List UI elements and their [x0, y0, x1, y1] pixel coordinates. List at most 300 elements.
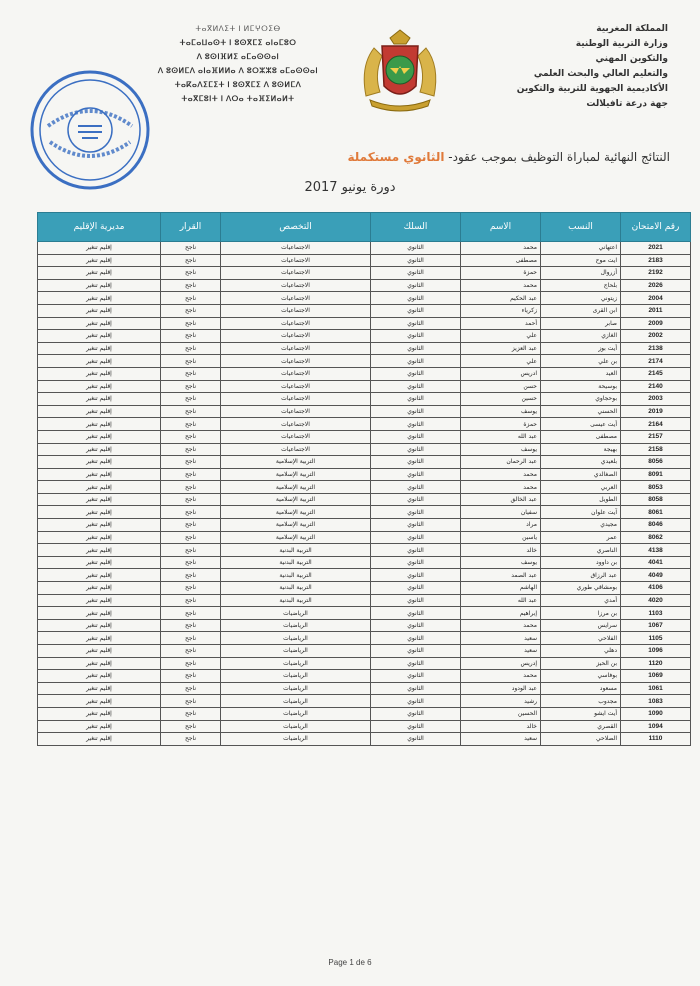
- table-cell: 2004: [621, 292, 691, 305]
- table-cell: الاجتماعيات: [221, 254, 371, 267]
- table-cell: الرياضيات: [221, 670, 371, 683]
- table-cell: الرياضيات: [221, 695, 371, 708]
- column-header: مديرية الإقليم: [38, 213, 161, 242]
- table-cell: 2138: [621, 342, 691, 355]
- table-cell: زكرياء: [461, 304, 541, 317]
- header-left-line: ⴷ ⵓⵙⵍⵎⴷ ⴰⵏⴰⴼⵍⵍⴰ ⴷ ⵓⵔⵣⵣⵓ ⴰⵎⴰⵙⵙⴰⵏ: [157, 66, 319, 75]
- table-cell: إقليم تنغير: [38, 632, 161, 645]
- table-cell: الثانوي: [371, 279, 461, 292]
- table-cell: عبد الله: [461, 430, 541, 443]
- table-cell: الثانوي: [371, 393, 461, 406]
- table-cell: الثانوي: [371, 594, 461, 607]
- table-cell: 8091: [621, 468, 691, 481]
- table-row: [38, 569, 691, 582]
- table-cell: التربية البدنية: [221, 594, 371, 607]
- table-cell: الثانوي: [371, 292, 461, 305]
- table-cell: التربية البدنية: [221, 569, 371, 582]
- table-cell: بوفاسي: [541, 670, 621, 683]
- table-row: [38, 531, 691, 544]
- table-cell: إقليم تنغير: [38, 493, 161, 506]
- table-row: [38, 317, 691, 330]
- table-cell: ياسين: [461, 531, 541, 544]
- table-cell: بن علي: [541, 355, 621, 368]
- table-cell: ابن القرى: [541, 304, 621, 317]
- table-cell: الرياضيات: [221, 657, 371, 670]
- table-cell: الثانوي: [371, 367, 461, 380]
- table-cell: الثانوي: [371, 267, 461, 280]
- table-cell: التربية الإسلامية: [221, 519, 371, 532]
- table-cell: أيت بوز: [541, 342, 621, 355]
- table-cell: 1094: [621, 720, 691, 733]
- table-cell: إقليم تنغير: [38, 468, 161, 481]
- table-cell: إقليم تنغير: [38, 569, 161, 582]
- table-cell: ناجح: [161, 619, 221, 632]
- table-cell: ناجح: [161, 443, 221, 456]
- table-cell: ناجح: [161, 304, 221, 317]
- table-row: [38, 556, 691, 569]
- table-cell: إقليم تنغير: [38, 367, 161, 380]
- table-cell: 2157: [621, 430, 691, 443]
- table-cell: 4049: [621, 569, 691, 582]
- table-cell: ادريس: [461, 367, 541, 380]
- table-cell: سفيان: [461, 506, 541, 519]
- table-cell: الثانوي: [371, 380, 461, 393]
- table-cell: الهاشم: [461, 582, 541, 595]
- header-right-line: جهة درعة تافيلالت: [586, 99, 668, 109]
- table-cell: إقليم تنغير: [38, 481, 161, 494]
- table-cell: إقليم تنغير: [38, 707, 161, 720]
- table-cell: أيت عيسى: [541, 418, 621, 431]
- header-left-line: ⵜⴰⴳⵎⵓⵏⵜ ⵏ ⴷⵔⴰ ⵜⴰⴼⵉⵍⴰⵍⵜ: [181, 94, 295, 103]
- table-cell: ناجح: [161, 645, 221, 658]
- table-cell: بن الحيز: [541, 657, 621, 670]
- table-cell: إقليم تنغير: [38, 733, 161, 746]
- table-cell: 1061: [621, 682, 691, 695]
- table-cell: بوسيحة: [541, 380, 621, 393]
- table-cell: الاجتماعيات: [221, 342, 371, 355]
- table-cell: الثانوي: [371, 405, 461, 418]
- table-cell: التربية البدنية: [221, 556, 371, 569]
- table-cell: ناجح: [161, 292, 221, 305]
- table-cell: سعيد: [461, 645, 541, 658]
- table-cell: الثانوي: [371, 607, 461, 620]
- table-cell: إدريس: [461, 657, 541, 670]
- table-cell: الثانوي: [371, 531, 461, 544]
- table-cell: 2009: [621, 317, 691, 330]
- table-cell: محمد: [461, 468, 541, 481]
- table-cell: بن مرزا: [541, 607, 621, 620]
- header-left-line: ⵜⴰⴽⴰⴷⵉⵎⵉⵜ ⵏ ⵓⵙⴳⵎⵉ ⴷ ⵓⵙⵍⵎⴷ: [174, 80, 302, 89]
- table-cell: إقليم تنغير: [38, 355, 161, 368]
- table-cell: الاجتماعيات: [221, 267, 371, 280]
- header-right-line: والتكوين المهني: [595, 54, 668, 64]
- column-header: النسب: [541, 213, 621, 242]
- table-cell: الثانوي: [371, 443, 461, 456]
- table-cell: ناجح: [161, 670, 221, 683]
- table-cell: الناصري: [541, 544, 621, 557]
- table-cell: ناجح: [161, 242, 221, 255]
- table-cell: إقليم تنغير: [38, 317, 161, 330]
- table-cell: عبد الحكيم: [461, 292, 541, 305]
- table-cell: التربية الإسلامية: [221, 481, 371, 494]
- royal-emblem-icon: [356, 26, 444, 114]
- table-cell: محمد: [461, 670, 541, 683]
- table-cell: الاجتماعيات: [221, 380, 371, 393]
- table-cell: إقليم تنغير: [38, 380, 161, 393]
- table-cell: الثانوي: [371, 242, 461, 255]
- table-cell: ناجح: [161, 707, 221, 720]
- table-cell: الرياضيات: [221, 632, 371, 645]
- table-cell: إقليم تنغير: [38, 279, 161, 292]
- table-cell: ناجح: [161, 342, 221, 355]
- table-cell: إقليم تنغير: [38, 292, 161, 305]
- table-cell: الغازي: [541, 330, 621, 343]
- table-cell: إقليم تنغير: [38, 405, 161, 418]
- table-cell: الثانوي: [371, 493, 461, 506]
- table-cell: 2183: [621, 254, 691, 267]
- header-left-line: ⵜⴰⵎⴰⵡⴰⵙⵜ ⵏ ⵓⵙⴳⵎⵉ ⴰⵏⴰⵎⵓⵔ: [179, 38, 297, 47]
- table-cell: ناجح: [161, 317, 221, 330]
- table-row: [38, 645, 691, 658]
- table-cell: ناجح: [161, 456, 221, 469]
- table-cell: إقليم تنغير: [38, 619, 161, 632]
- table-cell: التربية الإسلامية: [221, 456, 371, 469]
- table-cell: الاجتماعيات: [221, 242, 371, 255]
- table-cell: ناجح: [161, 279, 221, 292]
- table-cell: التربية الإسلامية: [221, 506, 371, 519]
- table-row: [38, 430, 691, 443]
- table-cell: إقليم تنغير: [38, 556, 161, 569]
- table-row: [38, 670, 691, 683]
- table-cell: زيتوني: [541, 292, 621, 305]
- table-cell: الثانوي: [371, 556, 461, 569]
- header-arabic-block: [468, 22, 668, 112]
- table-cell: الثانوي: [371, 569, 461, 582]
- table-cell: الاجتماعيات: [221, 418, 371, 431]
- table-row: [38, 493, 691, 506]
- table-cell: إقليم تنغير: [38, 430, 161, 443]
- table-cell: ناجح: [161, 695, 221, 708]
- table-row: [38, 657, 691, 670]
- table-cell: الثانوي: [371, 720, 461, 733]
- header-tifinagh-block: [138, 22, 338, 106]
- table-cell: 8056: [621, 456, 691, 469]
- table-cell: 4106: [621, 582, 691, 595]
- table-cell: الثانوي: [371, 544, 461, 557]
- table-cell: الثانوي: [371, 582, 461, 595]
- table-cell: 8058: [621, 493, 691, 506]
- table-cell: سرايس: [541, 619, 621, 632]
- table-cell: ناجح: [161, 569, 221, 582]
- table-cell: 2192: [621, 267, 691, 280]
- table-cell: إقليم تنغير: [38, 582, 161, 595]
- table-row: [38, 405, 691, 418]
- column-header: القرار: [161, 213, 221, 242]
- table-cell: 8053: [621, 481, 691, 494]
- table-cell: بوحجاوي: [541, 393, 621, 406]
- table-row: [38, 418, 691, 431]
- table-cell: الثانوي: [371, 304, 461, 317]
- table-cell: إقليم تنغير: [38, 506, 161, 519]
- table-cell: إقليم تنغير: [38, 645, 161, 658]
- column-header: رقم الامتحان: [621, 213, 691, 242]
- table-cell: التربية الإسلامية: [221, 531, 371, 544]
- table-cell: التربية البدنية: [221, 582, 371, 595]
- results-table: [37, 212, 691, 746]
- table-cell: الرياضيات: [221, 707, 371, 720]
- table-cell: ناجح: [161, 367, 221, 380]
- table-cell: 1120: [621, 657, 691, 670]
- table-cell: إقليم تنغير: [38, 242, 161, 255]
- table-cell: 4020: [621, 594, 691, 607]
- column-header: الاسم: [461, 213, 541, 242]
- table-cell: إقليم تنغير: [38, 456, 161, 469]
- table-cell: إقليم تنغير: [38, 695, 161, 708]
- table-row: [38, 380, 691, 393]
- table-cell: الثانوي: [371, 682, 461, 695]
- table-cell: ناجح: [161, 607, 221, 620]
- table-cell: إقليم تنغير: [38, 670, 161, 683]
- table-cell: ناجح: [161, 657, 221, 670]
- table-cell: ناجح: [161, 519, 221, 532]
- table-cell: ناجح: [161, 405, 221, 418]
- table-cell: عمر: [541, 531, 621, 544]
- table-cell: 1096: [621, 645, 691, 658]
- table-cell: ناجح: [161, 481, 221, 494]
- table-row: [38, 330, 691, 343]
- table-cell: ناجح: [161, 733, 221, 746]
- table-cell: 1090: [621, 707, 691, 720]
- table-cell: ناجح: [161, 267, 221, 280]
- table-cell: عبد العزيز: [461, 342, 541, 355]
- table-cell: محمد: [461, 279, 541, 292]
- table-cell: التربية البدنية: [221, 544, 371, 557]
- table-cell: الرياضيات: [221, 645, 371, 658]
- table-cell: بومشاقي طوري: [541, 582, 621, 595]
- table-cell: الرياضيات: [221, 720, 371, 733]
- table-row: [38, 393, 691, 406]
- table-cell: مصطفى: [541, 430, 621, 443]
- table-cell: حسين: [461, 393, 541, 406]
- table-row: [38, 594, 691, 607]
- table-cell: ناجح: [161, 393, 221, 406]
- table-cell: ناجح: [161, 556, 221, 569]
- table-cell: حمزة: [461, 267, 541, 280]
- header-left-line: ⴷ ⵓⵙⵏⴼⵍⵉ ⴰⵎⴰⵙⵙⴰⵏ: [196, 52, 280, 61]
- table-cell: 2174: [621, 355, 691, 368]
- table-cell: الثانوي: [371, 657, 461, 670]
- table-cell: 2145: [621, 367, 691, 380]
- table-cell: 1083: [621, 695, 691, 708]
- table-cell: ناجح: [161, 468, 221, 481]
- table-cell: 1110: [621, 733, 691, 746]
- table-cell: الثانوي: [371, 317, 461, 330]
- table-cell: إقليم تنغير: [38, 594, 161, 607]
- table-header-row: [38, 213, 691, 242]
- table-cell: إقليم تنغير: [38, 254, 161, 267]
- table-cell: عبد الخالق: [461, 493, 541, 506]
- table-cell: الثانوي: [371, 670, 461, 683]
- header-right-line: الأكاديمية الجهوية للتربية والتكوين: [516, 84, 668, 94]
- table-cell: ناجح: [161, 430, 221, 443]
- table-cell: محمد: [461, 242, 541, 255]
- table-cell: 2003: [621, 393, 691, 406]
- table-row: [38, 695, 691, 708]
- table-cell: 2011: [621, 304, 691, 317]
- table-cell: الثانوي: [371, 418, 461, 431]
- table-cell: دهلي: [541, 645, 621, 658]
- table-cell: ناجح: [161, 594, 221, 607]
- table-cell: ناجح: [161, 418, 221, 431]
- results-table-wrapper: [37, 212, 690, 746]
- table-cell: الاجتماعيات: [221, 367, 371, 380]
- page-number: Page 1 de 6: [328, 958, 372, 967]
- table-cell: إقليم تنغير: [38, 531, 161, 544]
- table-row: [38, 582, 691, 595]
- table-cell: الثانوي: [371, 430, 461, 443]
- table-row: [38, 682, 691, 695]
- table-cell: الاجتماعيات: [221, 330, 371, 343]
- table-cell: إقليم تنغير: [38, 418, 161, 431]
- table-cell: 1105: [621, 632, 691, 645]
- table-cell: بلحاج: [541, 279, 621, 292]
- table-cell: مسعود: [541, 682, 621, 695]
- table-cell: الفلاحي: [541, 632, 621, 645]
- table-cell: عبد الله: [461, 594, 541, 607]
- table-cell: حمزة: [461, 418, 541, 431]
- table-cell: 4041: [621, 556, 691, 569]
- table-cell: إقليم تنغير: [38, 607, 161, 620]
- table-cell: الرياضيات: [221, 607, 371, 620]
- table-cell: الرياضيات: [221, 733, 371, 746]
- table-row: [38, 367, 691, 380]
- table-cell: إقليم تنغير: [38, 720, 161, 733]
- table-row: [38, 456, 691, 469]
- table-row: [38, 733, 691, 746]
- table-cell: الثانوي: [371, 619, 461, 632]
- table-cell: إقليم تنغير: [38, 304, 161, 317]
- table-cell: الثانوي: [371, 254, 461, 267]
- table-row: [38, 342, 691, 355]
- table-cell: الثانوي: [371, 330, 461, 343]
- table-cell: خالد: [461, 720, 541, 733]
- table-cell: ناجح: [161, 720, 221, 733]
- official-stamp-icon: [26, 66, 154, 194]
- table-cell: إقليم تنغير: [38, 657, 161, 670]
- table-cell: الثانوي: [371, 707, 461, 720]
- table-cell: علي: [461, 330, 541, 343]
- table-cell: الرياضيات: [221, 682, 371, 695]
- table-cell: 1103: [621, 607, 691, 620]
- table-cell: الثانوي: [371, 456, 461, 469]
- table-cell: عبد الصمد: [461, 569, 541, 582]
- table-row: [38, 443, 691, 456]
- table-cell: العربي: [541, 481, 621, 494]
- table-cell: علي: [461, 355, 541, 368]
- table-cell: صابر: [541, 317, 621, 330]
- table-cell: خالد: [461, 544, 541, 557]
- table-cell: عبد الرزاق: [541, 569, 621, 582]
- table-cell: الطويل: [541, 493, 621, 506]
- table-cell: إقليم تنغير: [38, 330, 161, 343]
- table-cell: 2026: [621, 279, 691, 292]
- table-cell: عبد الرحمان: [461, 456, 541, 469]
- table-cell: إقليم تنغير: [38, 443, 161, 456]
- table-cell: 2002: [621, 330, 691, 343]
- table-cell: الثانوي: [371, 468, 461, 481]
- table-cell: الصغالدي: [541, 468, 621, 481]
- table-cell: القصري: [541, 720, 621, 733]
- table-row: [38, 355, 691, 368]
- header-right-line: وزارة التربية الوطنية: [575, 39, 668, 49]
- table-cell: الرياضيات: [221, 619, 371, 632]
- table-cell: بن داوود: [541, 556, 621, 569]
- table-row: [38, 632, 691, 645]
- table-cell: مراد: [461, 519, 541, 532]
- table-cell: محمد: [461, 481, 541, 494]
- table-cell: 2019: [621, 405, 691, 418]
- table-cell: إقليم تنغير: [38, 519, 161, 532]
- table-cell: الاجتماعيات: [221, 279, 371, 292]
- column-header: السلك: [371, 213, 461, 242]
- table-row: [38, 304, 691, 317]
- table-cell: إبراهيم: [461, 607, 541, 620]
- table-row: [38, 607, 691, 620]
- table-cell: الثانوي: [371, 632, 461, 645]
- table-cell: الاجتماعيات: [221, 317, 371, 330]
- table-cell: إقليم تنغير: [38, 342, 161, 355]
- table-cell: 8061: [621, 506, 691, 519]
- table-cell: مجيدي: [541, 519, 621, 532]
- table-row: [38, 720, 691, 733]
- table-row: [38, 619, 691, 632]
- table-cell: الاجتماعيات: [221, 405, 371, 418]
- title-highlight: الثانوي مستكملة: [347, 150, 445, 164]
- table-cell: الاجتماعيات: [221, 355, 371, 368]
- table-cell: إقليم تنغير: [38, 682, 161, 695]
- table-cell: سعيد: [461, 632, 541, 645]
- table-cell: يوسف: [461, 405, 541, 418]
- table-cell: 8062: [621, 531, 691, 544]
- header-right-line: المملكة المغربية: [596, 24, 668, 34]
- table-cell: 1067: [621, 619, 691, 632]
- table-cell: محمد: [461, 619, 541, 632]
- table-row: [38, 544, 691, 557]
- table-cell: الثانوي: [371, 481, 461, 494]
- table-cell: ايت موح: [541, 254, 621, 267]
- table-row: [38, 279, 691, 292]
- table-row: [38, 468, 691, 481]
- table-cell: 8046: [621, 519, 691, 532]
- table-cell: ناجح: [161, 531, 221, 544]
- table-cell: إقليم تنغير: [38, 393, 161, 406]
- table-cell: الثانوي: [371, 695, 461, 708]
- table-cell: رشيد: [461, 695, 541, 708]
- table-cell: إقليم تنغير: [38, 544, 161, 557]
- table-cell: يوسف: [461, 556, 541, 569]
- table-cell: 2164: [621, 418, 691, 431]
- table-cell: ناجح: [161, 506, 221, 519]
- table-cell: ناجح: [161, 544, 221, 557]
- header-right-line: والتعليم العالي والبحث العلمي: [533, 69, 668, 79]
- table-cell: الحسين: [461, 707, 541, 720]
- table-cell: ناجح: [161, 582, 221, 595]
- table-cell: أيت ايشو: [541, 707, 621, 720]
- session-subtitle: دورة يونيو 2017: [304, 180, 396, 195]
- table-cell: حسن: [461, 380, 541, 393]
- table-cell: أمدي: [541, 594, 621, 607]
- table-cell: الثانوي: [371, 645, 461, 658]
